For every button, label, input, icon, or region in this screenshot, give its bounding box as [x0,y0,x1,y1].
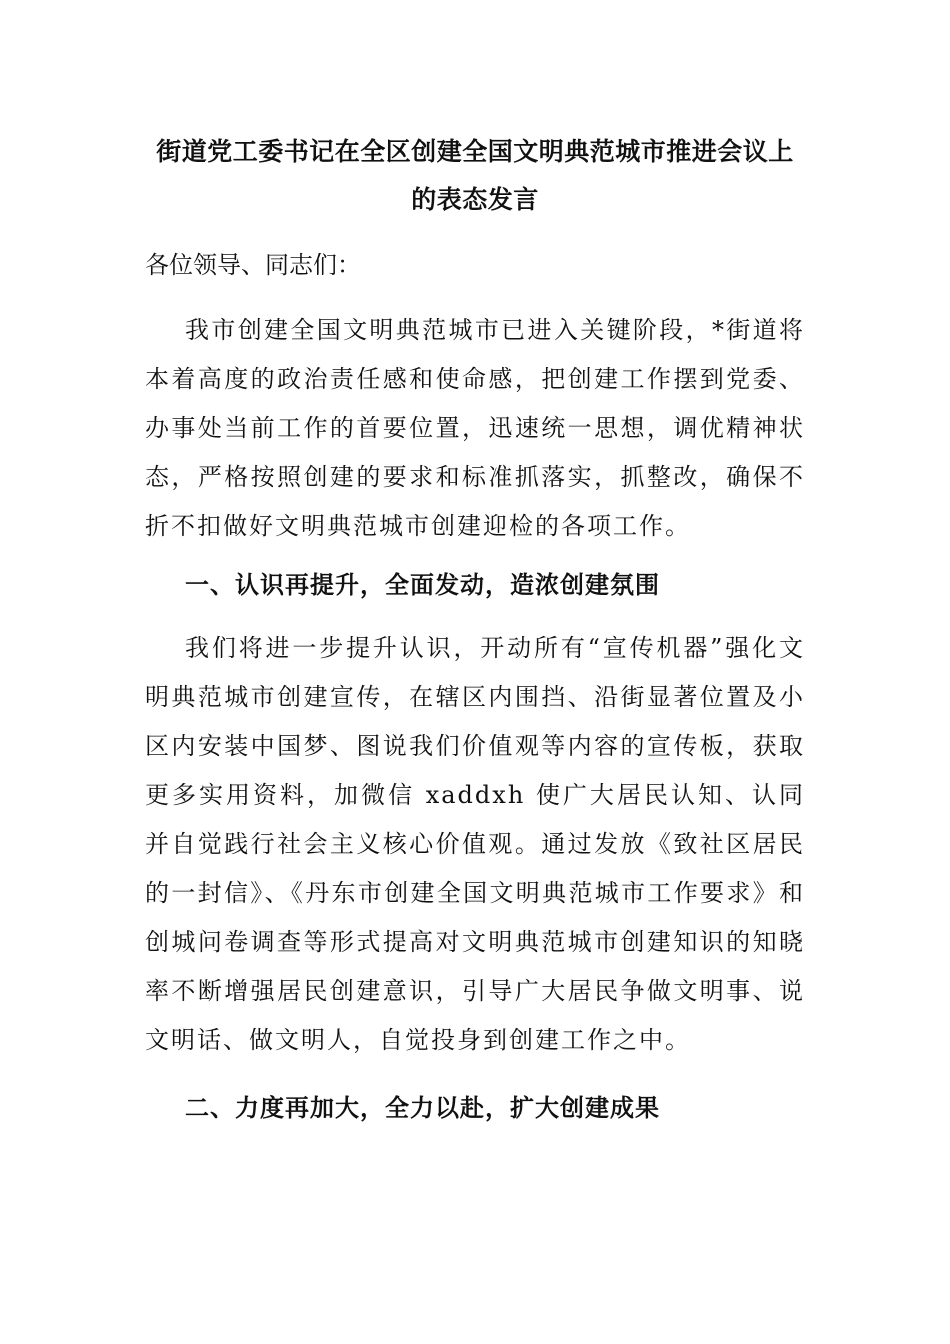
salutation: 各位领导、同志们： [145,251,361,279]
paragraph-intro: 我市创建全国文明典范城市已进入关键阶段，*街道将本着高度的政治责任感和使命感，把创建工作摆到党委、办事处当前工作的首要位置，迅速统一思想，调优精神状态，严格按照创建的要求和标准抓落实，抓整改，确保不折不扣做好文明典范城市创建迎检的各项工作。 [145,316,805,540]
section-heading-1: 一、认识再提升，全面发动，造浓创建氛围 [185,570,660,599]
document-title-line1: 街道党工委书记在全区创建全国文明典范城市推进会议上 [156,137,794,166]
document-title-line2: 的表态发言 [411,185,539,214]
paragraph-section-1: 我们将进一步提升认识，开动所有“宣传机器”强化文明典范城市创建宣传，在辖区内围挡、沿街显著位置及小区内安装中国梦、图说我们价值观等内容的宣传板，获取更多实用资料，加微信 xaddxh 使广大居民认知、认同并自觉践行社会主义核心价值观。通过发放《致社区居民的一封信》、《丹东市创建全国文明典范城市工作要求》和创城问卷调查等形式提高对文明典范城市创建知识的知晓率不断增强居民创建意识，引导广大居民争做文明事、说文明话、做文明人，自觉投身到创建工作之中。 [145,634,805,1054]
section-heading-2: 二、力度再加大，全力以赴，扩大创建成果 [185,1093,660,1122]
